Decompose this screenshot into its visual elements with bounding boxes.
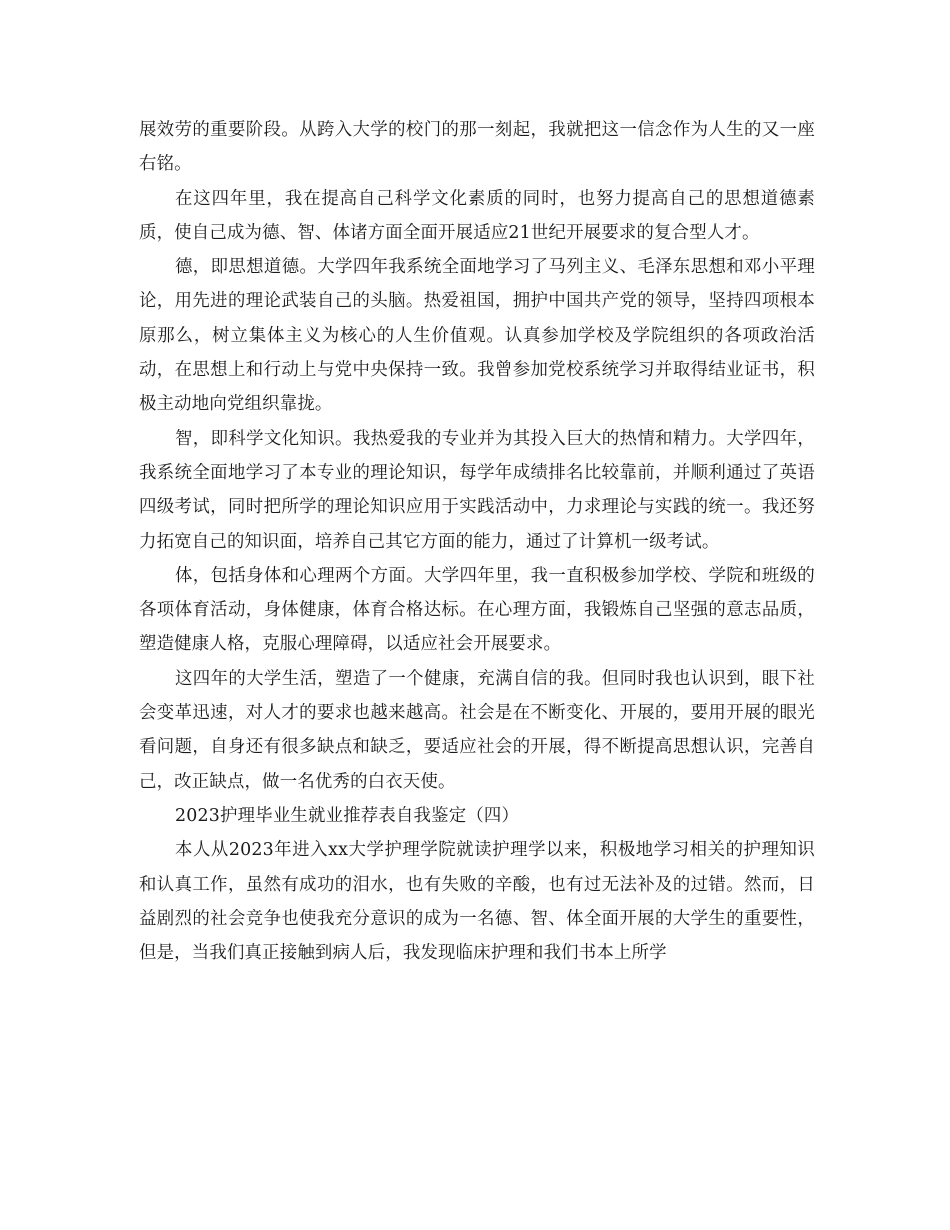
document-page	[139, 113, 815, 970]
section-heading: 2023护理毕业生就业推荐表自我鉴定（四）	[175, 805, 520, 826]
paragraph-continuation: 展效劳的重要阶段。从跨入大学的校门的那一刻起，我就把这一信念作为人生的又一座右铭。	[139, 120, 815, 175]
paragraph-knowledge: 智，即科学文化知识。我热爱我的专业并为其投入巨大的热情和精力。大学四年，我系统全面地学习了本专业的理论知识，每学年成绩排名比较靠前，并顺利通过了英语四级考试，同时把所学的理论知识应用于实践活动中，力求理论与实践的统一。我还努力拓宽自己的知识面，培养自己其它方面的能力，通过了计算机一级考试。	[139, 428, 815, 552]
paragraph-section-four-intro: 本人从2023年进入xx大学护理学院就读护理学以来，积极地学习相关的护理知识和认真工作，虽然有成功的泪水，也有失败的辛酸，也有过无法补及的过错。然而，日益剧烈的社会竞争也使我充分意识的成为一名德、智、体全面开展的大学生的重要性，但是，当我们真正接触到病人后，我发现临床护理和我们书本上所学	[139, 840, 815, 964]
paragraph-overview: 在这四年里，我在提高自己科学文化素质的同时，也努力提高自己的思想道德素质，使自己成为德、智、体诸方面全面开展适应21世纪开展要求的复合型人才。	[139, 188, 815, 243]
paragraph-physical: 体，包括身体和心理两个方面。大学四年里，我一直积极参加学校、学院和班级的各项体育活动，身体健康，体育合格达标。在心理方面，我锻炼自己坚强的意志品质，塑造健康人格，克服心理障碍，以适应社会开展要求。	[139, 565, 815, 655]
paragraph-conclusion: 这四年的大学生活，塑造了一个健康，充满自信的我。但同时我也认识到，眼下社会变革迅速，对人才的要求也越来越高。社会是在不断变化、开展的，要用开展的眼光看问题，自身还有很多缺点和缺乏，要适应社会的开展，得不断提高思想认识，完善自己，改正缺点，做一名优秀的白衣天使。	[139, 668, 815, 792]
paragraph-morality: 德，即思想道德。大学四年我系统全面地学习了马列主义、毛泽东思想和邓小平理论，用先进的理论武装自己的头脑。热爱祖国，拥护中国共产党的领导，坚持四项根本原那么，树立集体主义为核心的人生价值观。认真参加学校及学院组织的各项政治活动，在思想上和行动上与党中央保持一致。我曾参加党校系统学习并取得结业证书，积极主动地向党组织靠拢。	[139, 257, 815, 415]
